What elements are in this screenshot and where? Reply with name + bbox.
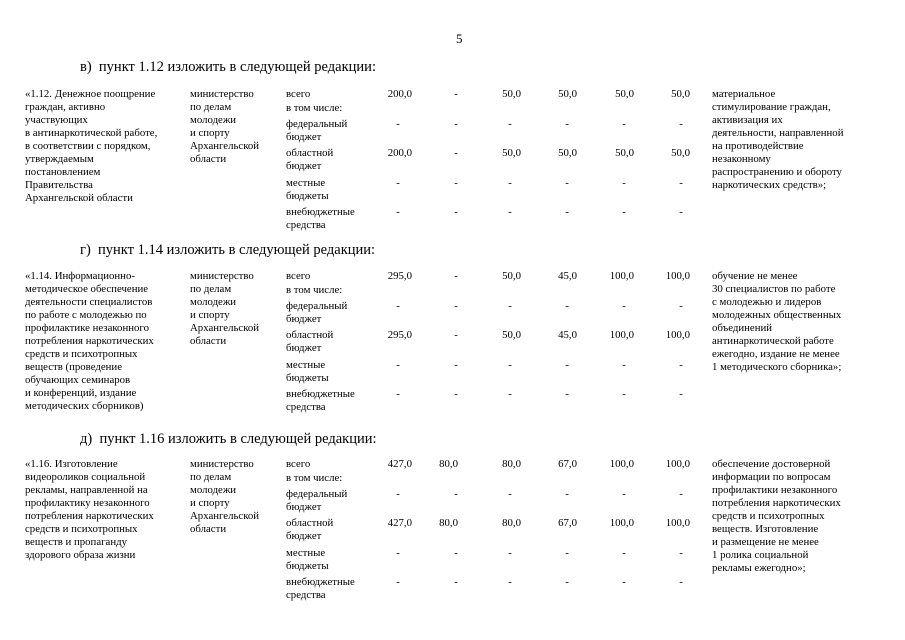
table-cell: - [622,300,626,312]
funding-source: всего [286,88,311,100]
executor: министерство по делам молодежи и спорту Архангельской области [190,88,260,165]
table-cell: 80,0 [439,517,458,529]
table-cell: - [622,206,626,218]
table-cell: 427,0 [387,458,412,470]
table-cell: - [396,488,400,500]
table-cell: - [679,388,683,400]
funding-source: областной бюджет [286,517,334,542]
funding-source: в том числе: [286,472,343,484]
table-cell: 50,0 [615,147,634,159]
table-cell: 100,0 [609,458,634,470]
table-cell: - [565,576,569,588]
table-cell: - [622,177,626,189]
executor: министерство по делам молодежи и спорту Архангельской области [190,458,260,535]
table-cell: - [396,359,400,371]
table-cell: - [396,118,400,130]
table-cell: - [396,206,400,218]
table-cell: 295,0 [387,329,412,341]
table-cell: - [622,547,626,559]
table-cell: 45,0 [558,270,577,282]
table-cell: 100,0 [609,329,634,341]
table-cell: 100,0 [665,458,690,470]
item-description: «1.16. Изготовление видеороликов социальной рекламы, направленной на профилактику незаконного потребления наркотических средств и психотропных веществ и пропаганду здорового образа жизни [25,458,154,561]
table-cell: - [454,388,458,400]
table-cell: - [454,147,458,159]
table-cell: - [508,359,512,371]
section-heading: в) пункт 1.12 изложить в следующей редакции: [80,59,376,75]
expected-result: обучение не менее 30 специалистов по работе с молодежью и лидеров молодежных общественных объединений антинаркотической работе ежегодно, издание не менее 1 методического сборника»; [712,270,842,373]
table-cell: - [622,488,626,500]
table-cell: 200,0 [387,88,412,100]
table-cell: - [622,359,626,371]
table-cell: - [454,118,458,130]
section-heading: г) пункт 1.14 изложить в следующей редакции: [80,242,376,258]
table-cell: - [396,547,400,559]
table-cell: - [565,359,569,371]
section-heading: д) пункт 1.16 изложить в следующей редакции: [80,431,377,447]
funding-source: областной бюджет [286,329,334,354]
table-cell: 50,0 [502,270,521,282]
table-cell: - [396,177,400,189]
table-cell: - [679,177,683,189]
table-cell: - [679,488,683,500]
table-cell: - [454,329,458,341]
funding-source: всего [286,458,311,470]
funding-source: внебюджетные средства [286,206,355,231]
table-cell: - [454,206,458,218]
table-cell: 67,0 [558,517,577,529]
item-description: «1.14. Информационно- методическое обеспечение деятельности специалистов по работе с молодежью по профилактике незаконного потребления наркотических средств и психотропных веществ (проведение обучающих семинаров и конференций, издание методических сборников) [25,270,154,412]
table-cell: - [454,177,458,189]
table-cell: - [396,300,400,312]
table-cell: 50,0 [671,147,690,159]
table-cell: 50,0 [502,88,521,100]
table-cell: 295,0 [387,270,412,282]
table-cell: 80,0 [502,517,521,529]
table-cell: 100,0 [665,270,690,282]
table-cell: - [508,576,512,588]
table-cell: 50,0 [502,329,521,341]
table-cell: 50,0 [558,88,577,100]
table-cell: 50,0 [502,147,521,159]
table-cell: - [454,576,458,588]
funding-source: местные бюджеты [286,547,329,572]
table-cell: - [454,270,458,282]
expected-result: материальное стимулирование граждан, активизация их деятельности, направленной на противодействие незаконному распространению и обороту наркотических средств»; [712,88,844,191]
table-cell: - [396,388,400,400]
table-cell: - [508,488,512,500]
table-cell: - [622,388,626,400]
table-cell: 45,0 [558,329,577,341]
funding-source: внебюджетные средства [286,388,355,413]
page-number: 5 [456,31,463,46]
table-cell: 50,0 [615,88,634,100]
table-cell: - [454,547,458,559]
funding-source: всего [286,270,311,282]
table-cell: 427,0 [387,517,412,529]
table-cell: - [454,88,458,100]
table-cell: - [508,177,512,189]
table-cell: 100,0 [609,270,634,282]
table-cell: - [454,359,458,371]
table-cell: - [679,547,683,559]
table-cell: 80,0 [502,458,521,470]
table-cell: - [622,118,626,130]
table-cell: 50,0 [558,147,577,159]
expected-result: обеспечение достоверной информации по вопросам профилактики незаконного потребления наркотических средств и психотропных веществ. Изготовление и размещение не менее 1 ролика социальной рекламы ежегодно»; [712,458,841,574]
table-cell: 200,0 [387,147,412,159]
funding-source: местные бюджеты [286,359,329,384]
table-cell: 100,0 [609,517,634,529]
table-cell: - [565,547,569,559]
table-cell: 100,0 [665,329,690,341]
table-cell: - [679,576,683,588]
table-cell: - [565,488,569,500]
item-description: «1.12. Денежное поощрение граждан, активно участвующих в антинаркотической работе, в соответствии с порядком, утверждаемым постановлением Правительства Архангельской области [25,88,158,204]
table-cell: - [565,177,569,189]
table-cell: - [622,576,626,588]
funding-source: местные бюджеты [286,177,329,202]
table-cell: 67,0 [558,458,577,470]
funding-source: федеральный бюджет [286,118,348,143]
table-cell: - [565,118,569,130]
table-cell: - [679,206,683,218]
table-cell: - [565,300,569,312]
table-cell: - [454,300,458,312]
table-cell: 50,0 [671,88,690,100]
table-cell: - [565,206,569,218]
funding-source: федеральный бюджет [286,300,348,325]
table-cell: 100,0 [665,517,690,529]
table-cell: - [508,300,512,312]
table-cell: - [508,206,512,218]
table-cell: - [508,547,512,559]
table-cell: 80,0 [439,458,458,470]
table-cell: - [508,118,512,130]
funding-source: в том числе: [286,102,343,114]
table-cell: - [679,359,683,371]
table-cell: - [679,300,683,312]
table-cell: - [679,118,683,130]
funding-source: внебюджетные средства [286,576,355,601]
table-cell: - [508,388,512,400]
table-cell: - [565,388,569,400]
funding-source: федеральный бюджет [286,488,348,513]
funding-source: областной бюджет [286,147,334,172]
table-cell: - [396,576,400,588]
executor: министерство по делам молодежи и спорту Архангельской области [190,270,260,347]
funding-source: в том числе: [286,284,343,296]
table-cell: - [454,488,458,500]
